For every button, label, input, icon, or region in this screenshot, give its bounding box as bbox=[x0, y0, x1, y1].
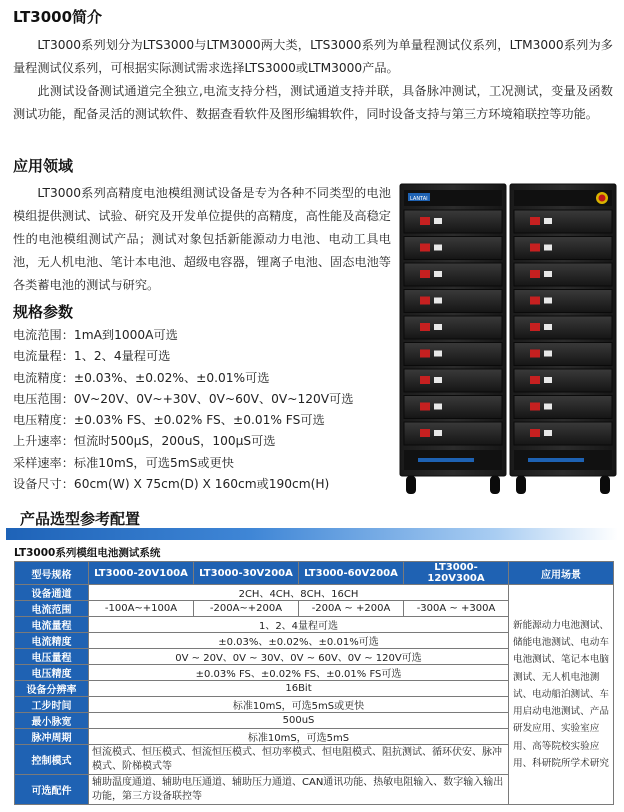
row-value: 500uS bbox=[89, 713, 509, 729]
row-label: 脉冲周期 bbox=[15, 729, 89, 745]
drawer-indicator bbox=[530, 297, 540, 305]
spec-item: 电流范围：1mA到1000A可选 bbox=[13, 328, 178, 342]
row-value: ±0.03%、±0.02%、±0.01%可选 bbox=[89, 633, 509, 649]
drawer-label-plate bbox=[544, 404, 552, 410]
drawer-indicator bbox=[530, 403, 540, 411]
drawer-label-plate bbox=[434, 271, 442, 277]
drawer-label-plate bbox=[544, 245, 552, 251]
row-label: 电流量程 bbox=[15, 617, 89, 633]
specs-title: 规格参数 bbox=[13, 303, 74, 321]
row-value: 标准10mS，可选5mS bbox=[89, 729, 509, 745]
drawer-indicator bbox=[420, 323, 430, 331]
drawer-indicator bbox=[420, 403, 430, 411]
spec-item: 采样速率：标准10mS，可选5mS或更快 bbox=[13, 455, 234, 470]
cabinet-badge: LANTAI bbox=[410, 196, 428, 202]
row-label: 电压精度 bbox=[15, 665, 89, 681]
drawer-label-plate bbox=[544, 324, 552, 330]
drawer-label-plate bbox=[434, 351, 442, 357]
drawer-indicator bbox=[420, 244, 430, 252]
row-value: -100A~+100A bbox=[89, 601, 194, 617]
row-label: 电压量程 bbox=[15, 649, 89, 665]
battery-tester-cabinet-image bbox=[396, 182, 620, 500]
cabinet-drawer bbox=[514, 237, 612, 260]
cabinet-drawer bbox=[404, 369, 502, 392]
header-cell: LT3000-20V100A bbox=[89, 562, 194, 585]
cabinet-drawer bbox=[404, 237, 502, 260]
cabinet-drawer bbox=[404, 210, 502, 233]
row-value: 0V ~ 20V、0V ~ 30V、0V ~ 60V、0V ~ 120V可选 bbox=[89, 649, 509, 665]
header-cell: LT3000-30V200A bbox=[194, 562, 299, 585]
cabinet-drawer bbox=[404, 263, 502, 286]
spec-item: 电流精度：±0.03%、±0.02%、±0.01%可选 bbox=[13, 370, 270, 385]
drawer-indicator bbox=[530, 350, 540, 358]
table-header-row bbox=[15, 562, 614, 585]
specs-list bbox=[13, 325, 393, 495]
cabinet-drawer bbox=[514, 422, 612, 445]
drawer-label-plate bbox=[434, 430, 442, 436]
cabinet-drawer bbox=[514, 290, 612, 313]
drawer-indicator bbox=[420, 376, 430, 384]
banner-gradient-bar bbox=[6, 528, 618, 540]
drawer-indicator bbox=[530, 376, 540, 384]
row-value: 标准10mS，可选5mS或更快 bbox=[89, 697, 509, 713]
row-label: 电流精度 bbox=[15, 633, 89, 649]
drawer-indicator bbox=[420, 350, 430, 358]
application-paragraph: LT3000系列高精度电池模组测试设备是专为各种不同类型的电池模组提供测试、试验、研究及开发单位提供的高精度，高性能及高稳定性的电池模组测试产品；测试对象包括新能源动力电池、电动工具电池，无人机电池、笔计本电池、超级电容器，锂离子电池、固态电池等各类蓄电池的测试与研究。 bbox=[13, 186, 391, 292]
row-label: 可选配件 bbox=[15, 775, 89, 805]
drawer-indicator bbox=[420, 270, 430, 278]
row-value: 辅助温度通道、辅助电压通道、辅助压力通道、CAN通讯功能、热敏电阻输入、数字输入输出功能，第三方设备联控等 bbox=[89, 775, 509, 805]
row-label: 控制模式 bbox=[15, 745, 89, 775]
drawer-indicator bbox=[530, 270, 540, 278]
row-label: 工步时间 bbox=[15, 697, 89, 713]
drawer-indicator bbox=[420, 429, 430, 437]
intro-title: LT3000简介 bbox=[13, 8, 103, 26]
drawer-label-plate bbox=[434, 404, 442, 410]
spec-item: 电流量程：1、2、4量程可选 bbox=[13, 349, 171, 364]
header-cell: LT3000-120V300A bbox=[404, 562, 509, 585]
drawer-label-plate bbox=[434, 245, 442, 251]
header-cell: 型号规格 bbox=[15, 562, 89, 585]
selection-table bbox=[14, 561, 614, 805]
spec-item: 电压精度：±0.03% FS、±0.02% FS、±0.01% FS可选 bbox=[13, 413, 325, 428]
table-row bbox=[15, 585, 614, 601]
drawer-label-plate bbox=[544, 298, 552, 304]
drawer-label-plate bbox=[434, 324, 442, 330]
table-caption: LT3000系列模组电池测试系统 bbox=[14, 547, 161, 559]
cabinet-drawer bbox=[514, 263, 612, 286]
spec-item: 电压范围：0V~20V、0V~+30V、0V~60V、0V~120V可选 bbox=[13, 391, 354, 406]
drawer-label-plate bbox=[544, 377, 552, 383]
drawer-indicator bbox=[530, 244, 540, 252]
application-title: 应用领域 bbox=[13, 157, 74, 175]
spec-item: 设备尺寸：60cm(W) X 75cm(D) X 160cm或190cm(H) bbox=[13, 477, 330, 492]
intro-paragraph-1: LT3000系列划分为LTS3000与LTM3000两大类，LTS3000系列为单量程测试仪系列，LTM3000系列为多量程测试仪系列，可根据实际测试需求选择LTS3000或LTM3000产品。 bbox=[13, 38, 613, 75]
row-value: 2CH、4CH、8CH、16CH bbox=[89, 585, 509, 601]
cabinet-drawer bbox=[514, 396, 612, 419]
row-value: 16Bit bbox=[89, 681, 509, 697]
intro-body bbox=[13, 34, 613, 126]
cabinet-drawer bbox=[514, 210, 612, 233]
row-label: 最小脉宽 bbox=[15, 713, 89, 729]
cabinet-drawer bbox=[514, 369, 612, 392]
row-value: -200A ~ +200A bbox=[299, 601, 404, 617]
row-label: 设备分辨率 bbox=[15, 681, 89, 697]
header-cell: LT3000-60V200A bbox=[299, 562, 404, 585]
spec-item: 上升速率：恒流时500μS，200uS，100μS可选 bbox=[13, 434, 276, 449]
row-value: 恒流模式、恒压模式、恒流恒压模式、恒功率模式、恒电阻模式、阻抗测试、循环伏安、脉冲模式、阶梯模式等 bbox=[89, 745, 509, 775]
drawer-indicator bbox=[530, 217, 540, 225]
selection-title: 产品选型参考配置 bbox=[20, 510, 141, 528]
selection-banner bbox=[6, 506, 618, 540]
cabinet-drawer bbox=[404, 396, 502, 419]
row-value: 1、2、4量程可选 bbox=[89, 617, 509, 633]
application-scenes: 新能源动力电池测试、储能电池测试、电动车电池测试、笔记本电脑测试、无人机电池测试、电动船泊测试、车用启动电池测试、产品研发应用、实验室应用、高等院校实验应用、科研院所学术研究 bbox=[509, 585, 614, 805]
drawer-label-plate bbox=[434, 377, 442, 383]
row-label: 电流范围 bbox=[15, 601, 89, 617]
cabinet-drawer bbox=[404, 290, 502, 313]
row-label: 设备通道 bbox=[15, 585, 89, 601]
drawer-indicator bbox=[420, 297, 430, 305]
drawer-label-plate bbox=[544, 218, 552, 224]
row-value: -200A~+200A bbox=[194, 601, 299, 617]
drawer-label-plate bbox=[434, 218, 442, 224]
drawer-indicator bbox=[530, 429, 540, 437]
header-cell: 应用场景 bbox=[509, 562, 614, 585]
drawer-indicator bbox=[420, 217, 430, 225]
application-body bbox=[13, 182, 391, 297]
drawer-indicator bbox=[530, 323, 540, 331]
cabinet-drawer bbox=[404, 422, 502, 445]
cabinet-drawer bbox=[514, 316, 612, 339]
drawer-label-plate bbox=[434, 298, 442, 304]
drawer-label-plate bbox=[544, 430, 552, 436]
drawer-label-plate bbox=[544, 351, 552, 357]
row-value: -300A ~ +300A bbox=[404, 601, 509, 617]
cabinet-drawer bbox=[404, 316, 502, 339]
drawer-label-plate bbox=[544, 271, 552, 277]
cabinet-drawer bbox=[514, 343, 612, 366]
cabinet-drawer bbox=[404, 343, 502, 366]
row-value: ±0.03% FS、±0.02% FS、±0.01% FS可选 bbox=[89, 665, 509, 681]
intro-paragraph-2: 此测试设备测试通道完全独立,电流支持分档，测试通道支持并联，具备脉冲测试，工况测试，变量及函数测试功能，配备灵活的测试软件、数据查看软件及图形编辑软件，同时设备支持与第三方环境箱联控等功能。 bbox=[13, 84, 613, 121]
